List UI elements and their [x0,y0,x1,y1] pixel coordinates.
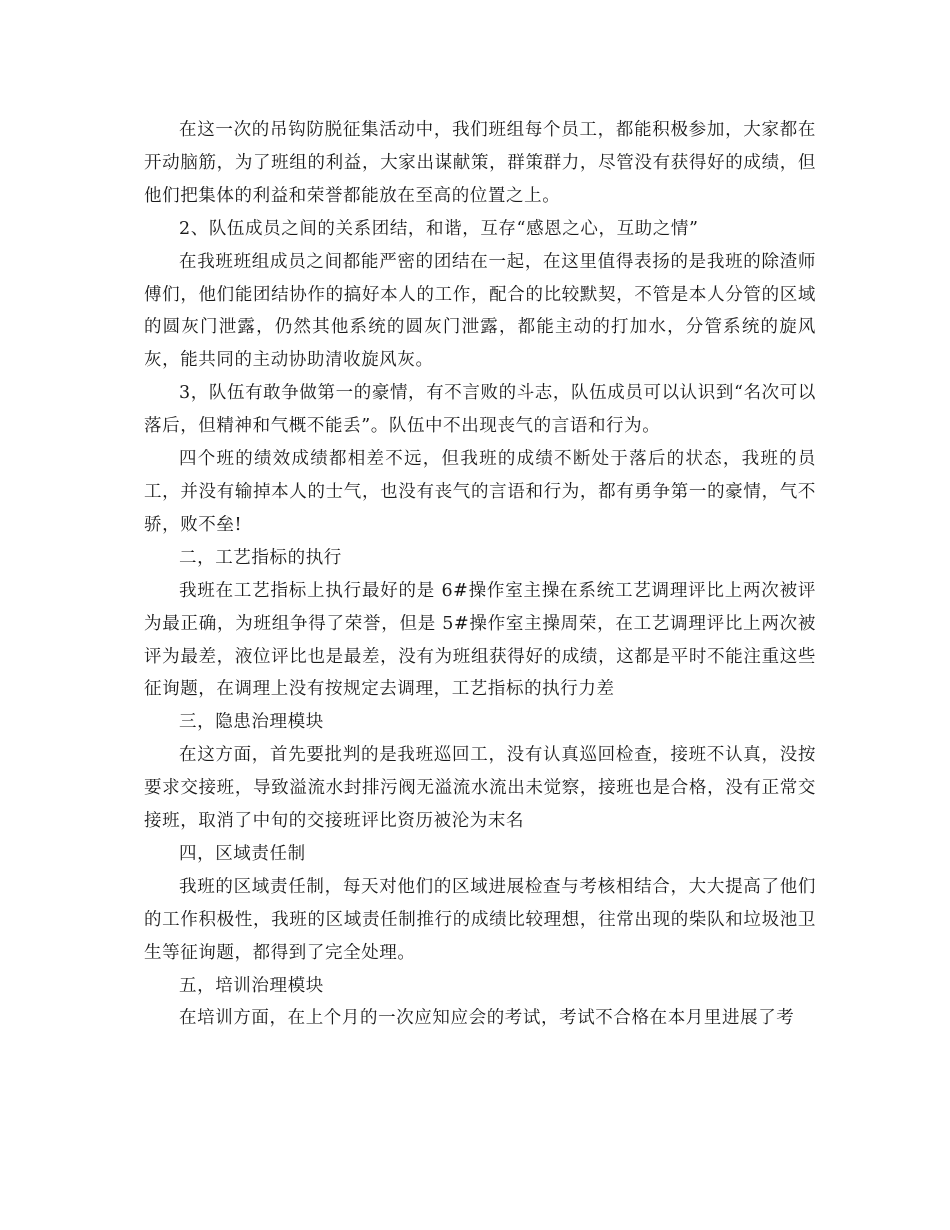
section-heading-3: 3，队伍有敢争做第一的豪情，有不言败的斗志，队伍成员可以认识到“名次可以落后，但精神和气概不能丢”。队伍中不出现丧气的言语和行为。 [144,383,816,437]
paragraph-5: 四个班的绩效成绩都相差不远，但我班的成绩不断处于落后的状态，我班的员工，并没有输掉本人的士气，也没有丧气的言语和行为，都有勇争第一的豪情，气不骄，败不垒! [144,449,816,535]
paragraph-3: 在我班班组成员之间都能严密的团结在一起，在这里值得表扬的是我班的除渣师傅们，他们能团结协作的搞好本人的工作，配合的比较默契，不管是本人分管的区域的圆灰门泄露，仍然其他系统的圆灰门泄露，都能主动的打加水，分管系统的旋风灰，能共同的主动协助清收旋风灰。 [144,251,816,371]
section-heading-process: 二，工艺指标的执行 [179,547,342,568]
section-heading-2: 2、队伍成员之间的关系团结，和谐，互存“感恩之心，互助之情” [179,218,699,239]
section-heading-area: 四，区域责任制 [179,843,306,864]
section-heading-training: 五，培训治理模块 [179,975,324,996]
paragraph-9: 在这方面，首先要批判的是我班巡回工，没有认真巡回检查，接班不认真，没按要求交接班，导致溢流水封排污阀无溢流水流出未觉察，接班也是合格，没有正常交接班，取消了中旬的交接班评比资历被沦为末名 [144,745,816,832]
document-body [144,114,816,1035]
paragraph-13: 在培训方面，在上个月的一次应知应会的考试，考试不合格在本月里进展了考 [179,1008,795,1029]
section-heading-hazard: 三，隐患治理模块 [179,712,324,733]
paragraph-1: 在这一次的吊钩防脱征集活动中，我们班组每个员工，都能积极参加，大家都在开动脑筋，为了班组的利益，大家出谋献策，群策群力，尽管没有获得好的成绩，但他们把集体的利益和荣誉都能放在至高的位置之上。 [144,120,816,206]
paragraph-7: 我班在工艺指标上执行最好的是 6#操作室主操在系统工艺调理评比上两次被评为最正确，为班组争得了荣誉，但是 5#操作室主操周荣，在工艺调理评比上两次被评为最差，液位评比也是最差，没有为班组获得好的成绩，这都是平时不能注重这些征询题，在调理上没有按规定去调理，工艺指标的执行力差 [144,580,816,700]
paragraph-11: 我班的区域责任制，每天对他们的区域进展检查与考核相结合，大大提高了他们的工作积极性，我班的区域责任制推行的成绩比较理想，往常出现的柴队和垃圾池卫生等征询题，都得到了完全处理。 [144,876,816,963]
